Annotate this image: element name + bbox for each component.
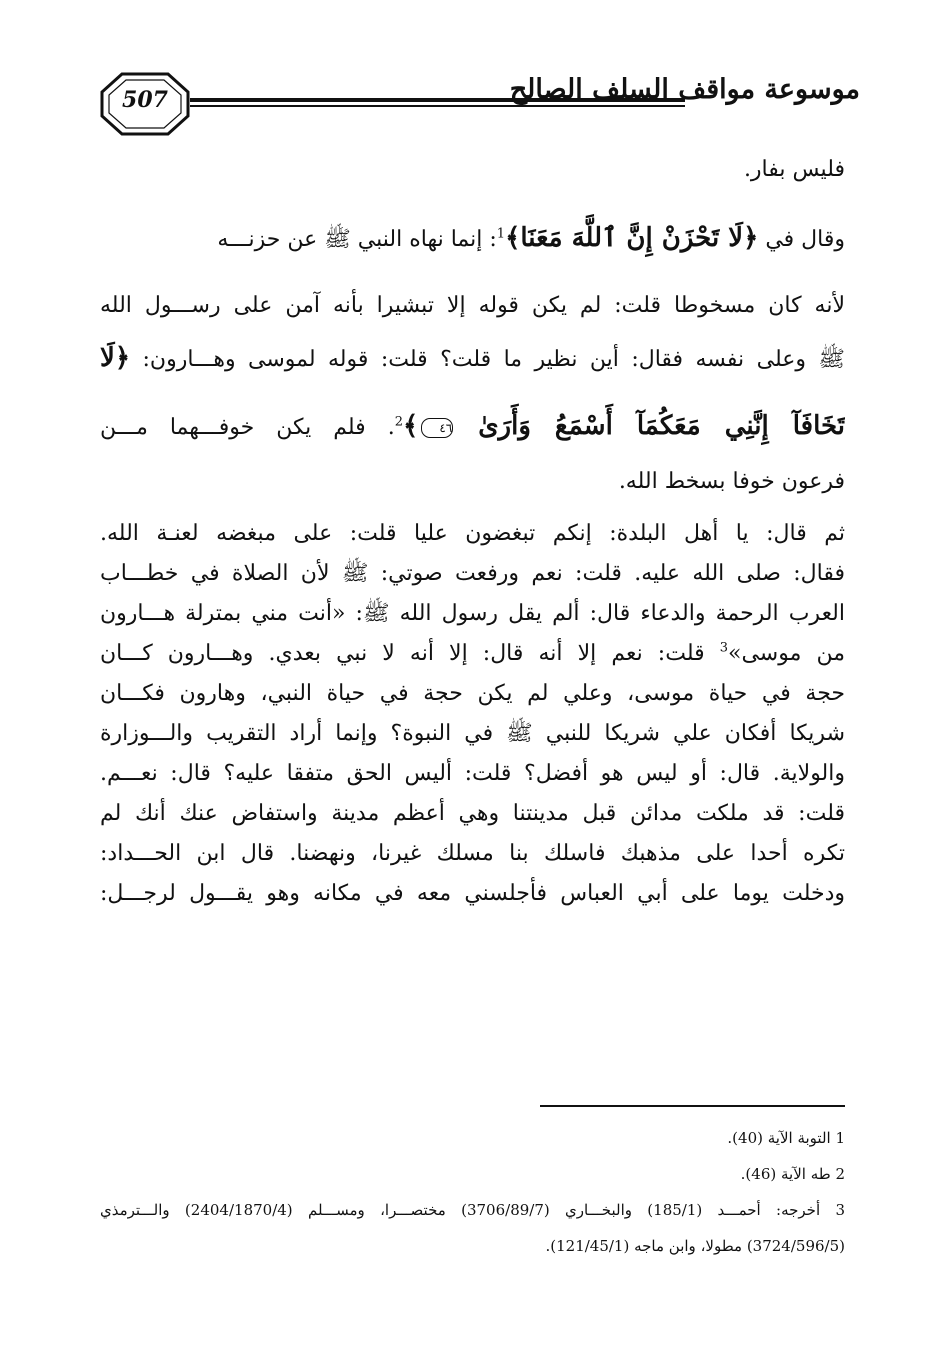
page-header — [100, 72, 860, 142]
text-line: ثم قال: يا أهل البلدة: إنكم تبغضون عليا قلت: على مبغضه لعنـة الله. — [100, 521, 845, 546]
quran-verse: تَخَافَآ إِنَّنِي مَعَكُمَآ أَسْمَعُ وَأَرَىٰ — [478, 411, 845, 441]
text-line: حجة في حياة موسى، وعلي لم يكن حجة في حياة النبي، وهارون فكـــان — [100, 681, 845, 706]
text-line: لأنه كان مسخوطا قلت: لم يكن قوله إلا تبشيرا بأنه آمن على رســـول الله — [100, 293, 845, 318]
main-text — [100, 150, 845, 914]
text-segment: ﷺ وعلى نفسه فقال: أين نظير ما قلت؟ قلت: قوله لموسى وهـــارون: — [142, 347, 845, 372]
text-segment: : — [489, 227, 497, 252]
text-line — [100, 390, 845, 462]
text-line — [100, 634, 845, 674]
text-segment: وقال في — [765, 227, 845, 252]
page-number: 507 — [122, 87, 168, 113]
footnote: 1 التوبة الآية (40). — [727, 1129, 845, 1147]
text-line — [100, 338, 845, 378]
page-number-badge — [100, 72, 190, 136]
footnote-separator — [540, 1105, 845, 1107]
ayah-number-marker: ٤٦ — [421, 418, 453, 438]
series-title: موسوعة مواقف السلف الصالح — [509, 74, 860, 105]
text-line: ودخلت يوما على أبي العباس فأجلسني معه في مكانه وهو يقـــول لرجـــل: — [100, 881, 845, 906]
text-segment: من موسى» — [728, 641, 845, 666]
footnote: 3 أخرجه: أحمـــد (185/1) والبخـــاري (3706/89/7) مختصـــرا، ومســـلم (2404/1870/4) والـــترمذي — [100, 1201, 845, 1219]
text-line: فليس بفار. — [743, 157, 845, 182]
text-segment: قلت: نعم إلا أنه قال: إلا أنه لا نبي بعدي. وهـــارون كـــان — [100, 641, 705, 666]
text-line: فرعون خوفا بسخط الله. — [618, 469, 845, 494]
text-line: تكره أحدا على مذهبك فاسلك بنا مسلك غيرنا، ونهضنا. قال ابن الحـــداد: — [100, 841, 845, 866]
quran-verse-end: ﴾ — [402, 411, 419, 441]
text-segment: إنما نهاه النبي ﷺ عن حزنـــه — [217, 227, 483, 252]
footnote: (3724/596/5) مطولا، وابن ماجه (121/45/1). — [545, 1237, 845, 1255]
text-line: العرب الرحمة والدعاء قال: ألم يقل رسول الله ﷺ: «أنت مني بمترلة هـــارون — [100, 601, 845, 626]
text-line — [100, 202, 845, 274]
quran-verse: ﴿لَا تَحْزَنْ إِنَّ ٱللَّهَ مَعَنَا﴾ — [505, 223, 759, 253]
footnote-ref: 1 — [496, 226, 506, 242]
text-segment: . — [387, 415, 395, 440]
text-line: شريكا أفكان علي شريكا للنبي ﷺ في النبوة؟ وإنما أراد التقريب والـــوزارة — [100, 721, 845, 746]
text-segment: فلم يكن خوفـــهما مـــن — [100, 415, 366, 440]
text-line: قلت: قد ملكت مدائن قبل مدينتنا وهي أعظم مدينة واستفاض عنك أنك لم — [100, 801, 845, 826]
text-line: والولاية. قال: أو ليس هو أفضل؟ قلت: أليس الحق متفقا عليه؟ قال: نعـــم. — [100, 761, 845, 786]
footnote-ref: 2 — [394, 414, 403, 430]
footnote: 2 طه الآية (46). — [740, 1165, 845, 1183]
footnotes — [100, 1120, 845, 1264]
footnote-ref: 3 — [719, 640, 728, 656]
quran-verse-start: ﴿لَا — [100, 343, 131, 373]
text-line: فقال: صلى الله عليه. قلت: نعم ورفعت صوتي: ﷺ لأن الصلاة في خطـــاب — [100, 561, 845, 586]
